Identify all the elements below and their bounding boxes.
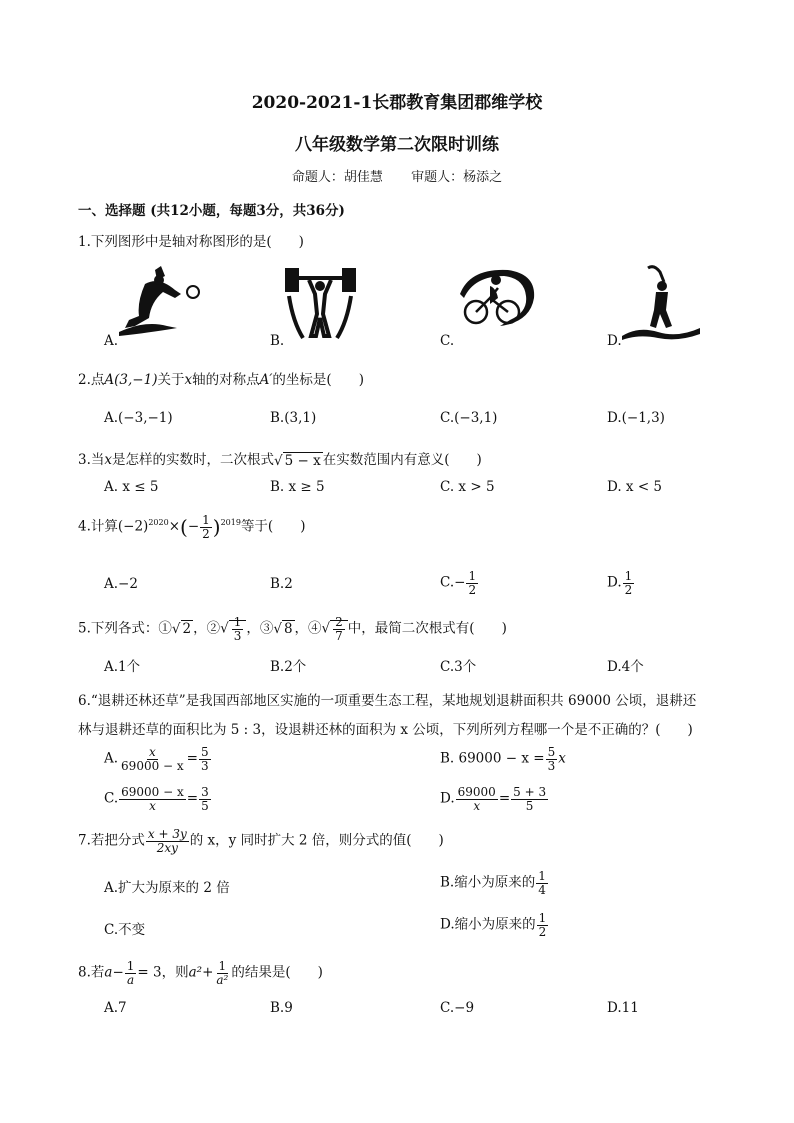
weightlifter-figure-icon [283,262,358,342]
q8-option-d: D.11 [607,1000,639,1016]
setter: 命题人：胡佳慧 [291,170,383,185]
q8-option-c: C.−9 [440,1000,475,1016]
cyclist-figure-icon [450,264,540,334]
volleyball-figure-icon [115,262,205,342]
q5-option-b: B.2个 [270,659,307,675]
q2-option-b: B.(3,1) [270,410,317,426]
q3-option-b: B. x ≥ 5 [270,479,325,495]
q6-option-c: C. $\frac{69000 - x}{x}$ = $\frac{3}{5}$ [104,785,209,813]
q2-option-a: A.(−3,−1) [104,410,173,426]
q3-option-d: D. x < 5 [607,479,663,495]
q2-point: A(3,−1) [104,372,158,388]
q4-option-b: B.2 [270,576,293,592]
q4-option-a: A.−2 [104,576,138,592]
q1-option-b: B. [270,333,285,349]
q5-option-c: C.3个 [440,659,477,675]
q6-option-b: B. 69000 − x = $\frac{5}{3}$ x [440,745,566,773]
q3-option-a: A. x ≤ 5 [104,479,159,495]
q7-option-d: D.缩小为原来的 $\frac{1}{2}$ [440,911,547,939]
author-line [0,166,794,185]
golfer-figure-icon [618,262,703,342]
q5-option-d: D.4个 [607,659,644,675]
q7-option-b: B.缩小为原来的 $\frac{1}{4}$ [440,869,546,897]
q3-stem: 3.当x是怎样的实数时，二次根式√ 5 − x 在实数范围内有意义( ) [78,452,482,469]
q4-stem: 4.计算$(-2)^{2020}\times(-$ $\frac{1}{2}$ )$^{2019}$等于( ) [78,513,306,541]
q7-option-c: C.不变 [104,922,146,938]
q5-stem: 5.下列各式：①√ 2 ，②√ $\frac{1}{3}$ ，③√ 8 ，④√ $\frac{2}{7}$ 中，最简二次根式有( ) [78,615,507,643]
q8-option-a: A.7 [104,1000,127,1016]
q7-fraction: $\frac{x + 3y}{2xy}$ [147,827,187,855]
q4-option-d: D. $\frac{1}{2}$ [607,569,633,597]
q6-line1: 6.“退耕还林还草”是我国西部地区实施的一项重要生态工程，某地规划退耕面积共 69000 公顷，退耕还 [78,693,697,709]
q4-fraction: $\frac{1}{2}$ [202,513,210,541]
q8-stem: 8.若a− $\frac{1}{a}$ = 3，则a²+ $\frac{1}{\text{a²}}$ 的结果是( ) [78,959,323,987]
q5-option-a: A.1个 [104,659,141,675]
school-title: 2020-2021-1长郡教育集团郡维学校 [251,93,543,113]
q7-option-a: A.扩大为原来的 2 倍 [104,880,230,896]
section-title: 一、选择题 (共12小题，每题3分，共36分) [78,203,345,219]
q1-option-d: D. [607,333,622,349]
exam-title: 八年级数学第二次限时训练 [295,135,499,155]
q2-stem: 2.点A(3,−1)关于x轴的对称点A′的坐标是( ) [78,372,364,388]
q7-stem: 7.若把分式 $\frac{x + 3y}{2xy}$ 的 x，y 同时扩大 2 倍，则分式的值( ) [78,827,444,855]
q2-option-d: D.(−1,3) [607,410,665,426]
q6-option-a: A. $\frac{x}{69000 - x}$ = $\frac{5}{3}$ [104,745,209,773]
q8-option-b: B.9 [270,1000,293,1016]
q1-stem: 1.下列图形中是轴对称图形的是( ) [78,234,304,250]
q1-option-c: C. [440,333,455,349]
q6-line2: 林与退耕还草的面积比为 5 : 3，设退耕还林的面积为 x 公顷，下列所列方程哪一个是不正确的？( ) [78,722,693,738]
q6-option-d: D. $\frac{69000}{x}$ = $\frac{5 + 3}{5}$ [440,785,547,813]
reviewer: 审题人：杨添之 [411,170,503,185]
q3-radical: √ 5 − x [274,452,321,469]
q4-option-c: C.− $\frac{1}{2}$ [440,569,477,597]
q2-option-c: C.(−3,1) [440,410,498,426]
q3-option-c: C. x > 5 [440,479,495,495]
q1-option-a: A. [104,333,119,349]
